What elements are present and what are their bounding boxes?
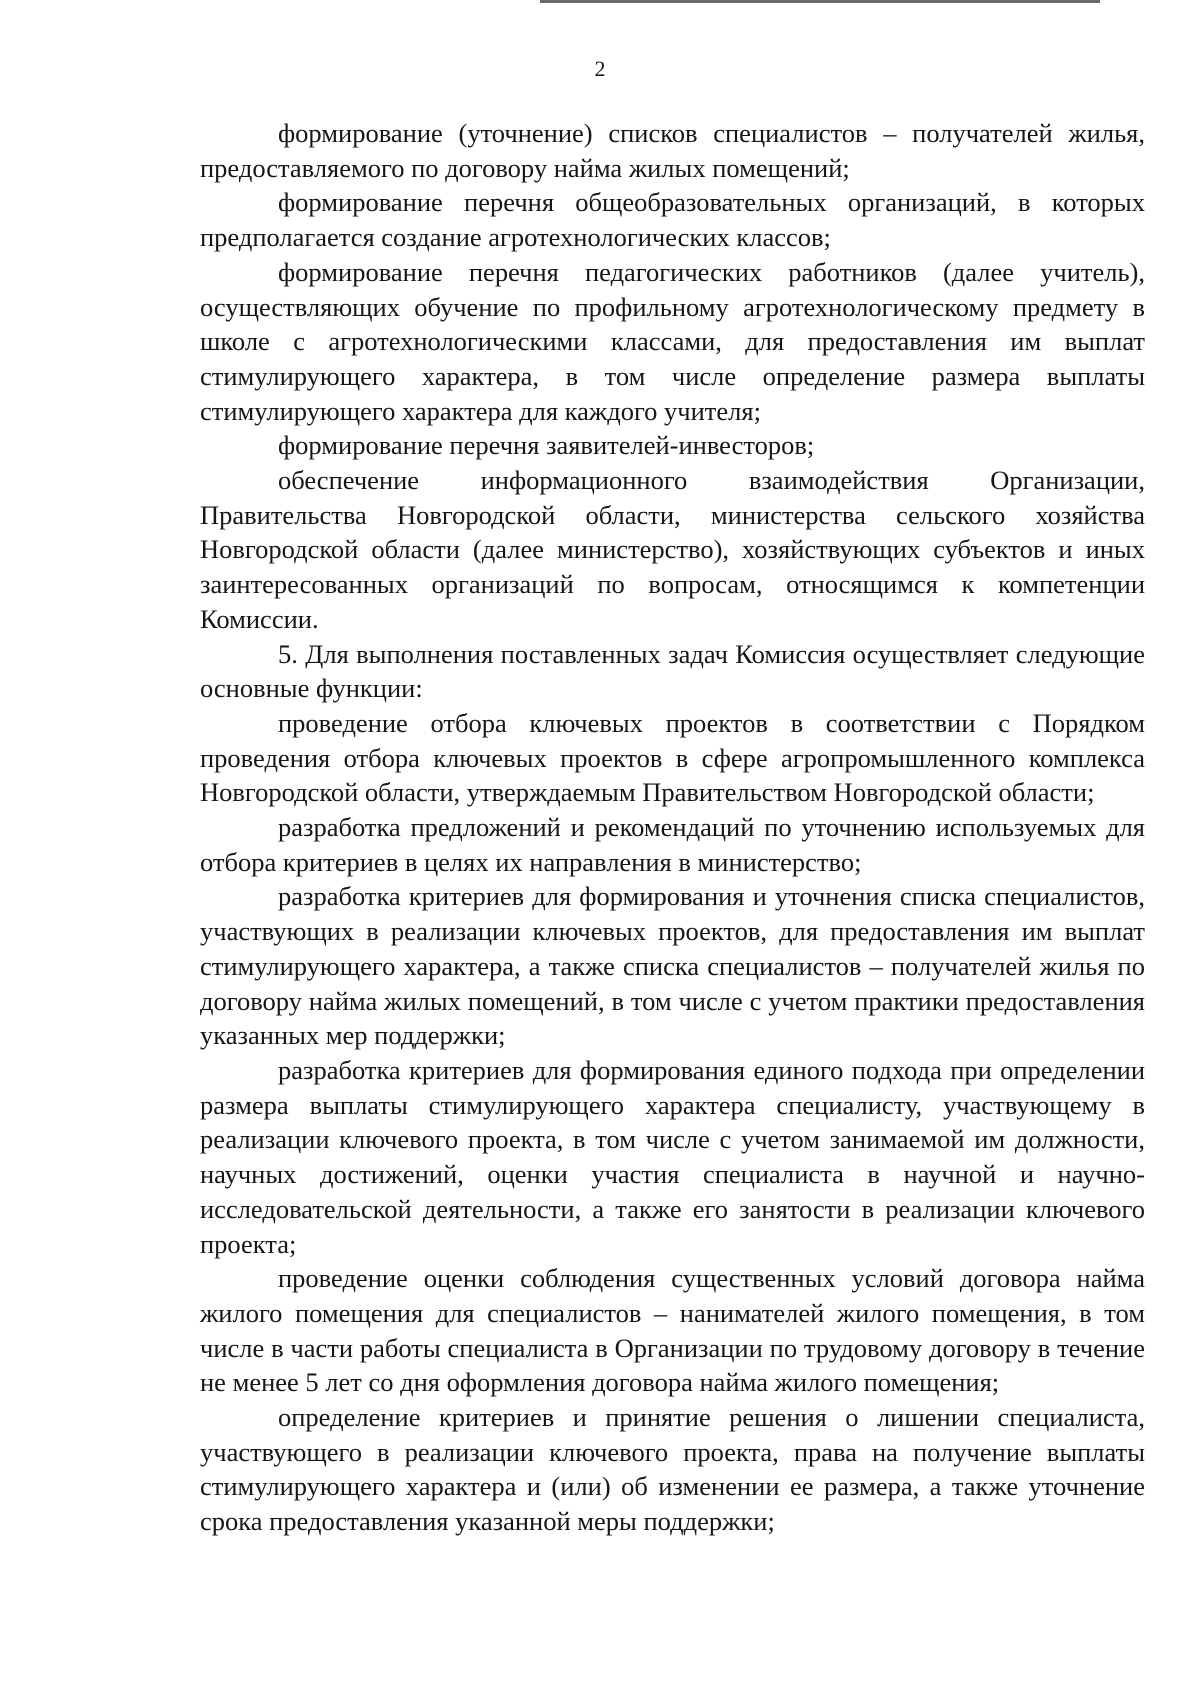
page-number: 2 <box>594 56 606 81</box>
paragraph-6: 5. Для выполнения поставленных задач Комиссия осуществляет следующие основные функции: <box>200 638 1145 704</box>
paragraph-9: разработка критериев для формирования и уточнения списка специалистов, участвующих в реализации ключевых проектов, для предоставления им выплат стимулирующего характера, а также списка специалистов – получателей жилья по договору найма жилых помещений, в том числе с учетом практики предоставления указанных мер поддержки; <box>200 881 1145 1051</box>
paragraph-7: проведение отбора ключевых проектов в соответствии с Порядком проведения отбора ключевых проектов в сфере агропромышленного комплекса Новгородской области, утверждаемым Правительством Новгородской области; <box>200 707 1145 808</box>
paragraph-1: формирование (уточнение) списков специалистов – получателей жилья, предоставляемого по договору найма жилых помещений; <box>200 118 1145 183</box>
paragraph-10: разработка критериев для формирования единого подхода при определении размера выплаты стимулирующего характера специалисту, участвующему в реализации ключевого проекта, в том числе с учетом занимаемой им должности, научных достижений, оценки участия специалиста в научной и научно-исследовательской деятельности, а также его занятости в реализации ключевого проекта; <box>200 1054 1145 1259</box>
paragraph-5: обеспечение информационного взаимодействия Организации, Правительства Новгородской области, министерства сельского хозяйства Новгородской области (далее министерство), хозяйствующих субъектов и иных заинтересованных организаций по вопросам, относящимся к компетенции Комиссии. <box>200 465 1145 634</box>
paragraph-11: проведение оценки соблюдения существенных условий договора найма жилого помещения для специалистов – нанимателей жилого помещения, в том числе в части работы специалиста в Организации по трудовому договору в течение не менее 5 лет со дня оформления договора найма жилого помещения; <box>200 1263 1145 1398</box>
scan-top-edge <box>540 0 1100 3</box>
paragraph-8: разработка предложений и рекомендаций по уточнению используемых для отбора критериев в целях их направления в министерство; <box>200 812 1145 877</box>
document-body <box>200 116 1145 1539</box>
paragraph-3: формирование перечня педагогических работников (далее учитель), осуществляющих обучение по профильному агротехнологическому предмету в школе с агротехнологическими классами, для предоставления им выплат стимулирующего характера, в том числе определение размера выплаты стимулирующего характера для каждого учителя; <box>200 256 1145 426</box>
paragraph-2: формирование перечня общеобразовательных организаций, в которых предполагается создание агротехнологических классов; <box>200 187 1145 253</box>
paragraph-4: формирование перечня заявителей-инвесторов; <box>278 430 815 461</box>
paragraph-12: определение критериев и принятие решения о лишении специалиста, участвующего в реализации ключевого проекта, права на получение выплаты стимулирующего характера и (или) об изменении ее размера, а также уточнение срока предоставления указанной меры поддержки; <box>200 1402 1145 1537</box>
